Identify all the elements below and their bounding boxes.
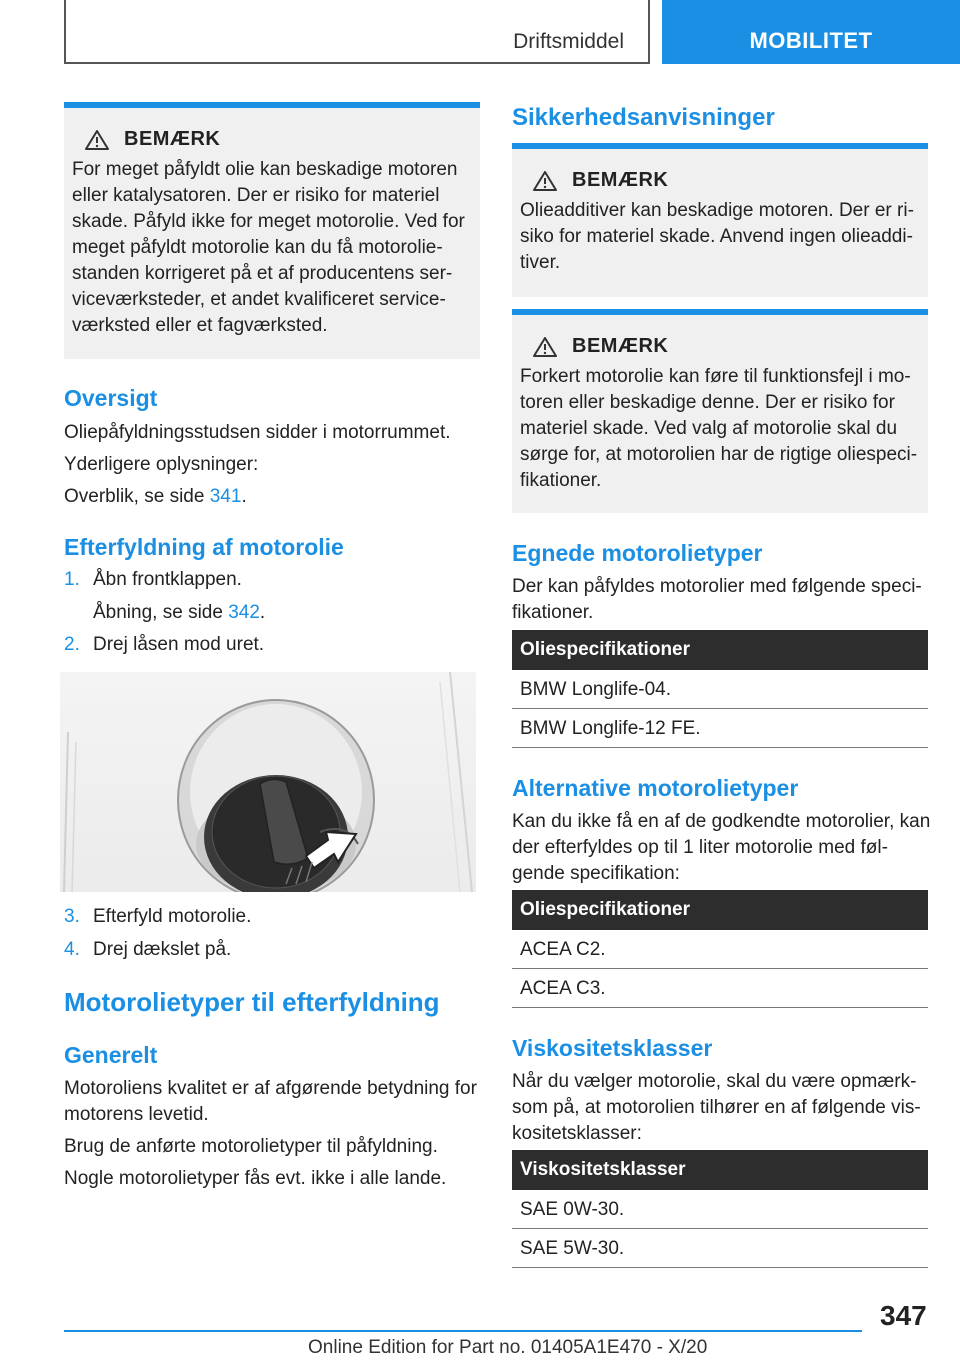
- step-end: .: [259, 602, 266, 623]
- page-number: 347: [880, 1300, 927, 1331]
- table-row: BMW Longlife-12 FE.: [512, 709, 928, 748]
- notice-header: [532, 335, 920, 358]
- notice-box-wrong-oil: [512, 309, 928, 513]
- notice-label: BEMÆRK: [572, 169, 669, 191]
- notice-text: Forkert motorolie kan føre til funktionsfejl i motoren eller beskadige denne. Der er risiko for materiel skade. Ved valg af motorolie skal du sørge for, at motorolien har de rigtige oliespecifikationer.: [520, 366, 918, 491]
- step-text: Åbning, se side: [93, 602, 229, 623]
- heading-generelt: Generelt: [64, 1042, 158, 1068]
- alternative-paragraph: Kan du ikke få en af de godkendte motorolier, kan der efterfyldes op til 1 liter motorolie med følgende specifikation:: [512, 811, 931, 884]
- table-header: Viskositetsklasser: [512, 1150, 928, 1190]
- notice-header: [532, 169, 920, 192]
- step-text: Åbn frontklappen.: [93, 569, 242, 590]
- suitable-paragraph: Der kan påfyldes motorolier med følgende specifikationer.: [512, 576, 922, 623]
- step-text: Drej låsen mod uret.: [93, 634, 265, 655]
- table-viscosity-classes: [512, 1150, 928, 1268]
- notice-label: BEMÆRK: [572, 335, 669, 357]
- table-header: Oliespecifikationer: [512, 890, 928, 930]
- notice-text: Olieadditiver kan beskadige motoren. Der er risiko for materiel skade. Anvend ingen olieadditiver.: [520, 200, 914, 273]
- heading-viscosity: Viskositetsklasser: [512, 1035, 713, 1061]
- table-row: BMW Longlife-04.: [512, 670, 928, 709]
- step-text: Drej dækslet på.: [93, 939, 232, 960]
- heading-suitable-oils: Egnede motorolietyper: [512, 540, 763, 566]
- step-number: 2.: [64, 634, 80, 655]
- notice-box-additives: [512, 143, 928, 297]
- heading-refill: Efterfyldning af motorolie: [64, 534, 344, 560]
- header-chapter-tab: MOBILITET: [662, 0, 960, 64]
- heading-oil-types: Motorolietyper til efterfyldning: [64, 987, 440, 1017]
- warning-icon: [532, 336, 558, 358]
- step-1-detail: [64, 600, 480, 626]
- page-link-341[interactable]: 341: [209, 486, 242, 507]
- oil-filler-cap-illustration: [60, 672, 476, 892]
- notice-box: [64, 102, 480, 359]
- header-section-box: [64, 0, 650, 64]
- step-number: 4.: [64, 939, 80, 960]
- step-number: 3.: [64, 906, 80, 927]
- oil-cap-drawing: [60, 672, 476, 892]
- oversigt-paragraph-1: Oliepåfyldningsstudsen sidder i motorrummet.: [64, 422, 451, 443]
- oversigt-paragraph-2: Yderligere oplysninger:: [64, 454, 259, 475]
- table-row: ACEA C3.: [512, 969, 928, 1008]
- warning-icon: [532, 170, 558, 192]
- table-alternative-specs: [512, 890, 928, 1008]
- footer-divider: [64, 1330, 862, 1332]
- table-row: SAE 0W-30.: [512, 1190, 928, 1229]
- table-suitable-specs: [512, 630, 928, 748]
- generelt-paragraph-1: Motoroliens kvalitet er af afgørende betydning for motorens levetid.: [64, 1078, 477, 1125]
- header-section-title: Driftsmiddel: [513, 30, 624, 53]
- notice-label: BEMÆRK: [124, 128, 221, 150]
- generelt-paragraph-2: Brug de anførte motorolietyper til påfyldning.: [64, 1136, 438, 1157]
- table-header: Oliespecifikationer: [512, 630, 928, 670]
- viscosity-paragraph: Når du vælger motorolie, skal du være opmærksom på, at motorolien tilhører en af følgende viskositetsklasser:: [512, 1071, 921, 1144]
- heading-oversigt: Oversigt: [64, 385, 158, 411]
- heading-alternative-oils: Alternative motorolietyper: [512, 775, 799, 801]
- oversigt-ref-end: .: [241, 486, 247, 507]
- oversigt-paragraph-3: [64, 484, 480, 510]
- oversigt-ref-text: Overblik, se side: [64, 486, 210, 507]
- table-row: ACEA C2.: [512, 930, 928, 969]
- warning-icon: [84, 129, 110, 151]
- page-link-342[interactable]: 342: [228, 602, 260, 623]
- step-number: 1.: [64, 569, 80, 590]
- step-4: [64, 937, 480, 963]
- step-2: [64, 632, 480, 658]
- notice-text: For meget påfyldt olie kan beskadige motoren eller katalysatoren. Der er risiko for materiel skade. Påfyld ikke for meget motorolie. Ved for meget påfyldt motorolie kan du få motoroliestanden korrigeret på et af producentens serviceværksteder, et andet kvalificeret serviceværksted eller et fagværksted.: [72, 159, 465, 336]
- generelt-paragraph-3: Nogle motorolietyper fås evt. ikke i alle lande.: [64, 1168, 447, 1189]
- table-row: SAE 5W-30.: [512, 1229, 928, 1268]
- notice-header: [84, 128, 472, 151]
- step-1: [64, 567, 480, 593]
- step-text: Efterfyld motorolie.: [93, 906, 252, 927]
- footer-edition: Online Edition for Part no. 01405A1E470 - X/20: [308, 1337, 708, 1358]
- step-3: [64, 904, 480, 930]
- heading-safety: Sikkerhedsanvisninger: [512, 104, 775, 131]
